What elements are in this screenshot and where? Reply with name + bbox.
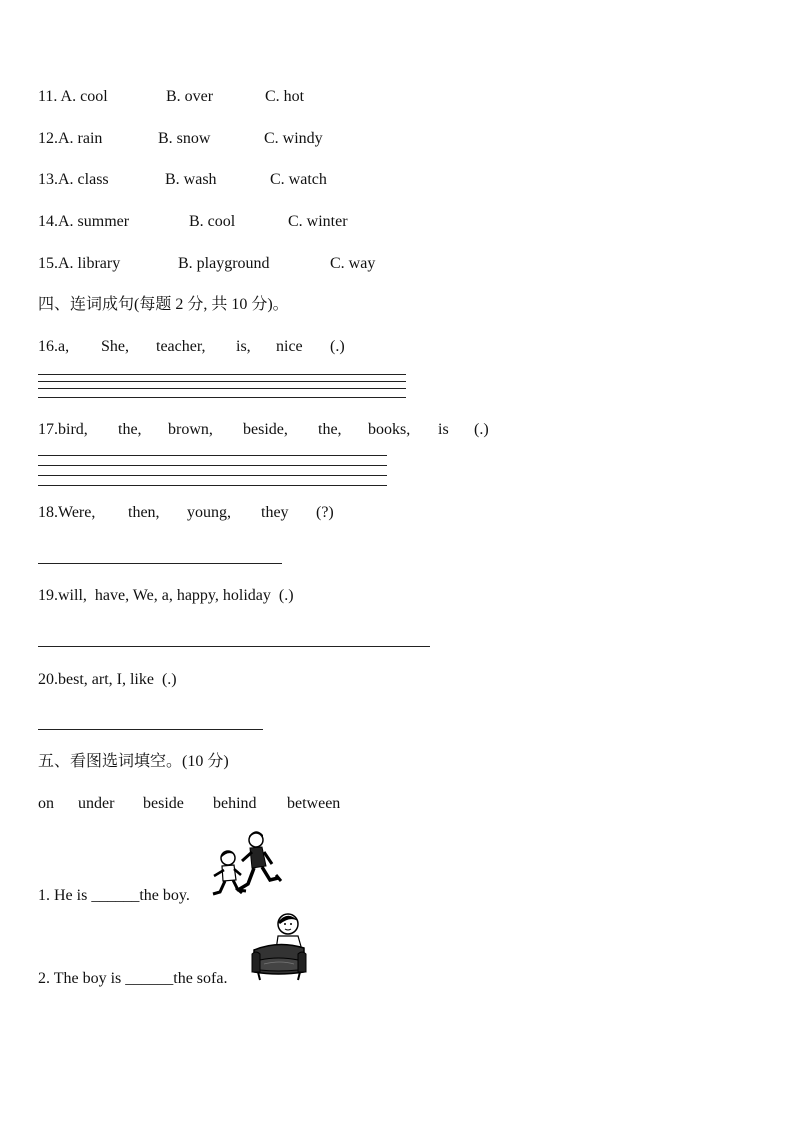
answer-line [38, 465, 387, 466]
answer-line [38, 485, 387, 486]
answer-line [38, 475, 387, 476]
word: is, [236, 338, 251, 355]
option-c: C. windy [264, 130, 323, 147]
word: then, [128, 504, 160, 521]
question-number: 12. [38, 130, 58, 147]
answer-line [38, 388, 406, 389]
question-number: 18. [38, 504, 58, 521]
word: (.) [474, 421, 489, 438]
option-b: B. snow [158, 130, 211, 147]
question-number: 15. [38, 255, 58, 272]
word: teacher, [156, 338, 206, 355]
answer-line [38, 455, 387, 456]
word: the, [118, 421, 142, 438]
option-a: A. library [58, 255, 121, 272]
picture-question-1: 1. He is ______the boy. [38, 887, 190, 904]
section-4-title: 四、连词成句(每题 2 分, 共 10 分)。 [38, 296, 289, 313]
answer-line [38, 381, 406, 382]
question-number: 16. [38, 338, 58, 355]
option-b: B. wash [165, 171, 217, 188]
question-number: 11. [38, 88, 61, 105]
word: young, [187, 504, 231, 521]
answer-line [38, 646, 430, 647]
question-number: 13. [38, 171, 58, 188]
option-c: C. watch [270, 171, 327, 188]
option-a: A. rain [58, 130, 103, 147]
option-b: B. playground [178, 255, 270, 272]
word: (.) [330, 338, 345, 355]
option-a: A. summer [58, 213, 130, 230]
answer-line [38, 563, 282, 564]
man-running-behind-boy-illustration [208, 828, 284, 900]
question-19 [38, 586, 294, 606]
word: the, [318, 421, 342, 438]
word: is [438, 421, 449, 438]
answer-line [38, 397, 406, 398]
word: books, [368, 421, 411, 438]
word: bird, [58, 421, 88, 438]
word: they [261, 504, 289, 521]
option-b: B. cool [189, 213, 236, 230]
word-bank-item: between [287, 795, 341, 812]
option-b: B. over [166, 88, 214, 105]
option-a: A. class [58, 171, 109, 188]
option-a: A. cool [60, 88, 108, 105]
word-bank-item: beside [143, 795, 184, 812]
option-c: C. way [330, 255, 376, 272]
section-5-title: 五、看图选词填空。(10 分) [38, 753, 229, 770]
word: beside, [243, 421, 288, 438]
word: a, [58, 338, 70, 355]
answer-line [38, 374, 406, 375]
word-bank-item: behind [213, 795, 257, 812]
word: nice [276, 338, 303, 355]
option-c: C. winter [288, 213, 348, 230]
word: (?) [316, 504, 334, 521]
answer-line [38, 729, 263, 730]
word-bank-item: on [38, 795, 54, 812]
boy-behind-sofa-illustration [250, 910, 308, 984]
question-number: 14. [38, 213, 58, 230]
word: She, [101, 338, 129, 355]
question-number: 17. [38, 421, 58, 438]
option-c: C. hot [265, 88, 305, 105]
question-text: best, art, I, like (.) [58, 671, 177, 688]
question-number: 19. [38, 587, 58, 604]
word-bank-item: under [78, 795, 115, 812]
word: brown, [168, 421, 213, 438]
question-number: 20. [38, 671, 58, 688]
question-text: will, have, We, a, happy, holiday (.) [58, 587, 294, 604]
picture-question-2: 2. The boy is ______the sofa. [38, 970, 228, 987]
word: Were, [58, 504, 96, 521]
question-20 [38, 670, 177, 690]
